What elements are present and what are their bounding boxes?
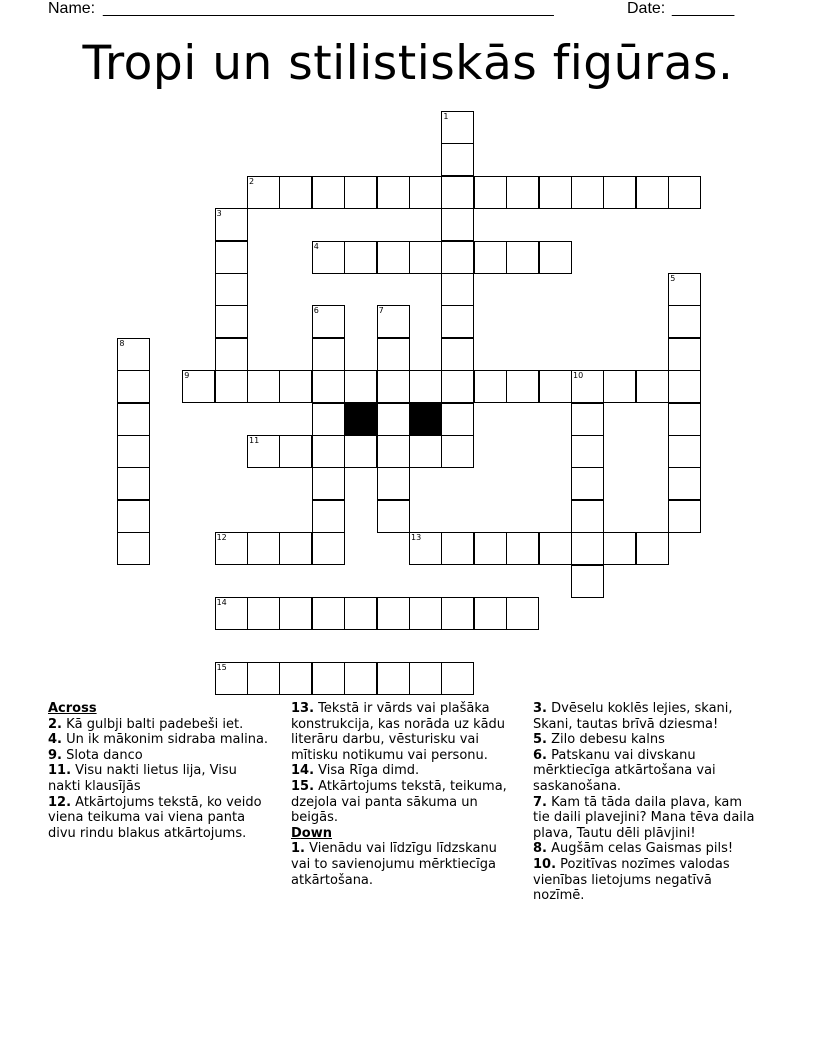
clues-column-3 [533,701,755,904]
clue-number: 11 [249,436,260,445]
clue-number: 15 [216,662,227,672]
grid-cell[interactable] [377,305,410,338]
clue-number-label: 12. [48,794,72,810]
clue-item [48,795,270,842]
grid-cell[interactable] [312,176,345,209]
grid-cell[interactable] [409,597,442,630]
grid-cell[interactable] [539,176,572,209]
clue-number-label: 9. [48,747,62,763]
clue-text: Visu nakti lietus lija, Visu nakti klausījās [48,763,237,794]
grid-cell[interactable] [603,532,636,565]
grid-cell[interactable] [279,532,312,565]
grid-cell[interactable] [441,662,474,695]
clue-text: Kā gulbji balti padebeši iet. [61,716,244,732]
grid-cell[interactable] [441,176,474,209]
grid-cell[interactable] [117,403,150,436]
grid-cell[interactable] [312,305,345,338]
grid-cell[interactable] [441,143,474,176]
clue-number: 8 [119,338,125,348]
grid-cell[interactable] [668,370,701,403]
grid-cell[interactable] [182,370,215,403]
grid-cell[interactable] [441,597,474,630]
grid-cell[interactable] [539,532,572,565]
clue-text: Atkārtojums tekstā, teikuma, dzejola vai panta sākuma un beigās. [291,778,507,826]
grid-cell[interactable] [441,305,474,338]
grid-cell[interactable] [409,662,442,695]
clue-number: 4 [313,241,319,251]
clue-number: 9 [184,371,190,381]
clue-number: 2 [249,176,255,186]
grid-cell[interactable] [117,532,150,565]
grid-block [344,403,377,436]
grid-cell[interactable] [474,241,507,274]
grid-cell[interactable] [247,370,280,403]
date-line[interactable]: _______ [672,0,735,17]
grid-cell[interactable] [668,176,701,209]
clue-text: Zilo debesu kalns [546,732,665,748]
grid-cell[interactable] [344,370,377,403]
grid-cell[interactable] [571,532,604,565]
clue-text: Dvēselu koklēs lejies, skani, Skani, tautas brīvā dziesma! [533,701,733,732]
clue-item [48,717,270,733]
clue-item [533,795,755,842]
clue-number-label: 8. [533,841,547,857]
grid-cell[interactable] [117,467,150,500]
grid-cell[interactable] [279,435,312,468]
grid-cell[interactable] [312,435,345,468]
grid-cell[interactable] [279,176,312,209]
grid-cell[interactable] [344,597,377,630]
grid-cell[interactable] [312,500,345,533]
clue-text: Visa Rīga dimd. [314,763,420,779]
grid-cell[interactable] [117,500,150,533]
grid-cell[interactable] [409,435,442,468]
clue-text: Pozitīvas nozīmes valodas vienības lietojums negatīvā nozīmē. [533,856,730,904]
clue-number: 1 [443,112,449,121]
grid-cell[interactable] [441,111,474,144]
grid-cell[interactable] [506,597,539,630]
clue-text: Atkārtojums tekstā, ko veido viena teikuma vai viena panta divu rindu blakus atkārtojums. [48,794,262,841]
grid-cell[interactable] [377,500,410,533]
clue-item [291,701,520,763]
clue-item [48,748,270,764]
grid-cell[interactable] [441,338,474,371]
clue-number-label: 3. [533,701,547,716]
grid-cell[interactable] [668,305,701,338]
clue-number: 13 [411,533,422,543]
grid-cell[interactable] [377,467,410,500]
clue-text: Vienādu vai līdzīgu līdzskanu vai to savienojumu mērktiecīga atkārtošana. [291,841,497,888]
clue-text: Tekstā ir vārds vai plašāka konstrukcija, kas norāda uz kādu literāru darbu, vēsturisku vai mītisku notikumu vai personu. [291,701,506,763]
clues-column-1 [48,701,270,841]
grid-cell[interactable] [636,532,669,565]
clue-text: Un ik mākonim sidraba malina. [61,732,269,748]
clue-number-label: 10. [533,856,557,872]
grid-cell[interactable] [441,532,474,565]
grid-cell[interactable] [603,176,636,209]
grid-cell[interactable] [668,273,701,306]
grid-cell[interactable] [215,305,248,338]
clue-item [48,763,270,794]
grid-cell[interactable] [215,241,248,274]
grid-cell[interactable] [312,338,345,371]
clue-text: Slota danco [61,747,143,763]
grid-cell[interactable] [215,370,248,403]
clue-number-label: 14. [291,763,315,779]
grid-cell[interactable] [603,370,636,403]
clue-number-label: 15. [291,778,315,794]
grid-cell[interactable] [312,370,345,403]
clue-number-label: 13. [291,701,315,716]
grid-cell[interactable] [215,662,248,695]
across-heading: Across [48,701,97,716]
grid-cell[interactable] [279,662,312,695]
grid-cell[interactable] [668,435,701,468]
clue-item [48,732,270,748]
grid-cell[interactable] [474,370,507,403]
clue-text: Kam tā tāda daila plava, kam tie daili plavejini? Mana tēva daila plava, Tautu dēli plāvjini! [533,794,755,841]
grid-cell[interactable] [312,241,345,274]
grid-cell[interactable] [474,176,507,209]
grid-cell[interactable] [441,208,474,241]
grid-cell[interactable] [409,532,442,565]
clue-item [533,841,755,857]
grid-cell[interactable] [506,241,539,274]
grid-cell[interactable] [117,435,150,468]
grid-cell[interactable] [312,467,345,500]
grid-cell[interactable] [441,435,474,468]
grid-cell[interactable] [409,241,442,274]
grid-cell[interactable] [571,176,604,209]
grid-cell[interactable] [668,338,701,371]
grid-cell[interactable] [344,241,377,274]
clue-number-label: 2. [48,716,62,732]
clue-number-label: 6. [533,747,547,763]
grid-cell[interactable] [409,176,442,209]
clue-number: 10 [573,371,584,381]
grid-cell[interactable] [636,370,669,403]
grid-cell[interactable] [215,273,248,306]
grid-cell[interactable] [215,597,248,630]
clue-number-label: 11. [48,763,72,779]
clue-number: 14 [216,598,227,607]
grid-cell[interactable] [377,176,410,209]
grid-cell[interactable] [636,176,669,209]
grid-cell[interactable] [377,435,410,468]
clue-number: 5 [670,274,676,283]
grid-cell[interactable] [312,532,345,565]
grid-cell[interactable] [668,500,701,533]
grid-cell[interactable] [215,208,248,241]
clue-number: 3 [216,209,222,219]
grid-cell[interactable] [377,403,410,436]
clue-number-label: 4. [48,732,62,748]
clue-number-label: 1. [291,841,305,857]
grid-cell[interactable] [539,241,572,274]
grid-cell[interactable] [571,500,604,533]
grid-cell[interactable] [474,532,507,565]
grid-cell[interactable] [474,597,507,630]
grid-cell[interactable] [247,532,280,565]
name-label: Name: [48,0,100,17]
clue-item [291,841,520,888]
grid-cell[interactable] [441,273,474,306]
grid-cell[interactable] [441,370,474,403]
grid-cell[interactable] [247,435,280,468]
grid-cell[interactable] [279,597,312,630]
grid-cell[interactable] [377,241,410,274]
grid-cell[interactable] [215,338,248,371]
name-line[interactable]: _____________________________________________________ [103,0,554,17]
grid-cell[interactable] [279,370,312,403]
grid-cell[interactable] [377,662,410,695]
grid-cell[interactable] [377,338,410,371]
grid-cell[interactable] [571,467,604,500]
clue-item [533,857,755,904]
clue-item [291,763,520,779]
grid-cell[interactable] [215,532,248,565]
clue-item [533,732,755,748]
grid-cell[interactable] [571,435,604,468]
grid-cell[interactable] [247,597,280,630]
grid-cell[interactable] [247,176,280,209]
page-title: Tropi un stilistiskās figūras. [82,36,734,91]
grid-cell[interactable] [377,370,410,403]
grid-block [409,403,442,436]
grid-cell[interactable] [117,338,150,371]
down-heading: Down [291,825,332,841]
grid-cell[interactable] [668,403,701,436]
grid-cell[interactable] [668,467,701,500]
clue-number-label: 7. [533,794,547,810]
grid-cell[interactable] [539,370,572,403]
grid-cell[interactable] [312,403,345,436]
grid-cell[interactable] [344,662,377,695]
grid-cell[interactable] [344,176,377,209]
grid-cell[interactable] [506,176,539,209]
clue-number-label: 5. [533,732,547,748]
grid-cell[interactable] [571,565,604,598]
grid-cell[interactable] [409,370,442,403]
grid-cell[interactable] [312,597,345,630]
date-label: Date: [627,0,670,17]
clue-number: 12 [216,533,227,543]
grid-cell[interactable] [441,403,474,436]
grid-cell[interactable] [377,597,410,630]
grid-cell[interactable] [312,662,345,695]
clue-item [533,701,755,732]
grid-cell[interactable] [344,435,377,468]
clues-column-2 [291,701,520,888]
clue-item [533,748,755,795]
clue-number: 6 [313,306,319,316]
grid-cell[interactable] [571,370,604,403]
grid-cell[interactable] [247,662,280,695]
clue-number: 7 [378,306,384,316]
grid-cell[interactable] [506,370,539,403]
clue-text: Augšām celas Gaismas pils! [546,841,734,857]
grid-cell[interactable] [441,241,474,274]
grid-cell[interactable] [117,370,150,403]
grid-cell[interactable] [571,403,604,436]
clue-item [291,779,520,826]
grid-cell[interactable] [506,532,539,565]
clue-text: Patskanu vai divskanu mērktiecīga atkārtošana vai saskanošana. [533,747,716,794]
